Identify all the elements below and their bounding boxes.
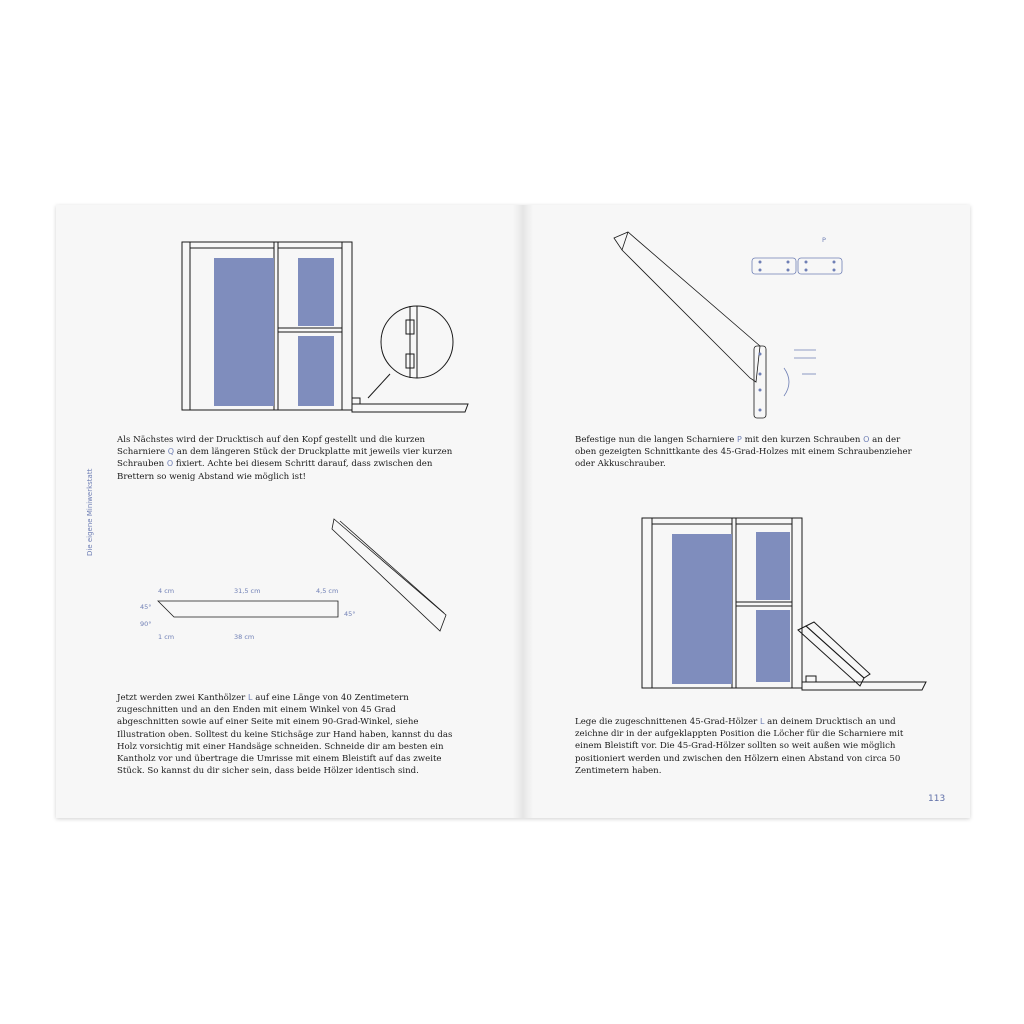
short-screw-symbol: O [166,459,174,469]
dim-bottom-left: 1 cm [158,633,175,641]
paragraph-3-part-b: mit den kurzen Schrauben [741,435,864,445]
panel-right-top-2 [756,532,790,600]
paragraph-2 [117,692,457,777]
short-hinge-symbol: Q [167,447,175,457]
paragraph-4-part-a: Lege die zugeschnittenen 45-Grad-Hölzer [575,717,760,727]
paragraph-3-part-c: an der oben gezeigten Schnittkante des 45-Grad-Holzes mit einem Schraubenzieher oder Akkuschrauber. [575,435,912,470]
paragraph-4 [575,716,915,777]
page-number: 113 [928,794,946,804]
angle-left-top: 45° [140,603,152,611]
wood-symbol: L [248,693,253,702]
book-gutter [513,205,533,818]
paragraph-3 [575,434,915,471]
paragraph-1-part-c: fixiert. Achte bei diesem Schritt darauf, dass zwischen den Brettern so wenig Abstand wie möglich ist! [117,459,433,482]
paragraph-1-part-b: an dem längeren Stück der Druckplatte mit jeweils vier kurzen Schrauben [117,447,453,470]
dim-top-left: 4 cm [158,587,175,595]
paragraph-2-part-b: auf eine Länge von 40 Zentimetern zugeschnitten und an den Enden mit einem Winkel von 45 Grad abgeschnitten sowie auf einer Seite mit einem 90-Grad-Winkel, siehe Illustration oben. Solltest du keine Stichsäge zur Hand haben, kannst du das Holz vorsichtig mit einer Handsäge schneiden. Schneide dir am besten ein Kantholz vor und übertrage die Umrisse mit einem Bleistift auf das zweite Stück. So kannst du dir sicher sein, dass beide Hölzer identisch sind. [117,693,453,777]
angle-right: 45° [344,610,356,618]
dim-top-right: 4,5 cm [316,587,339,595]
paragraph-2-part-a: Jetzt werden zwei Kanthölzer [117,693,248,703]
paragraph-1 [117,434,455,483]
illustration-cabinet-with-wood [638,514,930,694]
angle-left-bottom: 90° [140,620,152,628]
illustration-long-hinge [608,228,868,428]
long-hinge-label: P [822,236,826,244]
paragraph-1-part-a: Als Nächstes wird der Drucktisch auf den Kopf gestellt und die kurzen Scharniere [117,435,426,458]
panel-right-top [298,258,334,326]
side-section-label: Die eigene Miniwerkstatt [86,468,94,556]
long-hinge-symbol: P [737,435,742,444]
wood-symbol-2: L [759,717,765,726]
dim-bottom-mid: 38 cm [234,633,255,641]
panel-left [214,258,274,406]
illustration-cabinet-hinge-detail [180,238,480,418]
dim-top-mid: 31,5 cm [234,587,261,595]
panel-left-2 [672,534,732,684]
panel-right-bottom [298,336,334,406]
short-screw-symbol-2: O [863,435,870,444]
paragraph-4-part-b: an deinem Drucktisch an und zeichne dir in der aufgeklappten Position die Löcher für die Scharniere mit einem Bleistift vor. Die 45-Grad-Hölzer sollten so weit außen wie möglich positioniert werden und zwischen den Hölzern einen Abstand von circa 50 Zentimetern haben. [575,717,904,776]
panel-right-bottom-2 [756,610,790,682]
illustration-cut-dimensions [136,515,456,645]
paragraph-3-part-a: Befestige nun die langen Scharniere [575,435,738,445]
